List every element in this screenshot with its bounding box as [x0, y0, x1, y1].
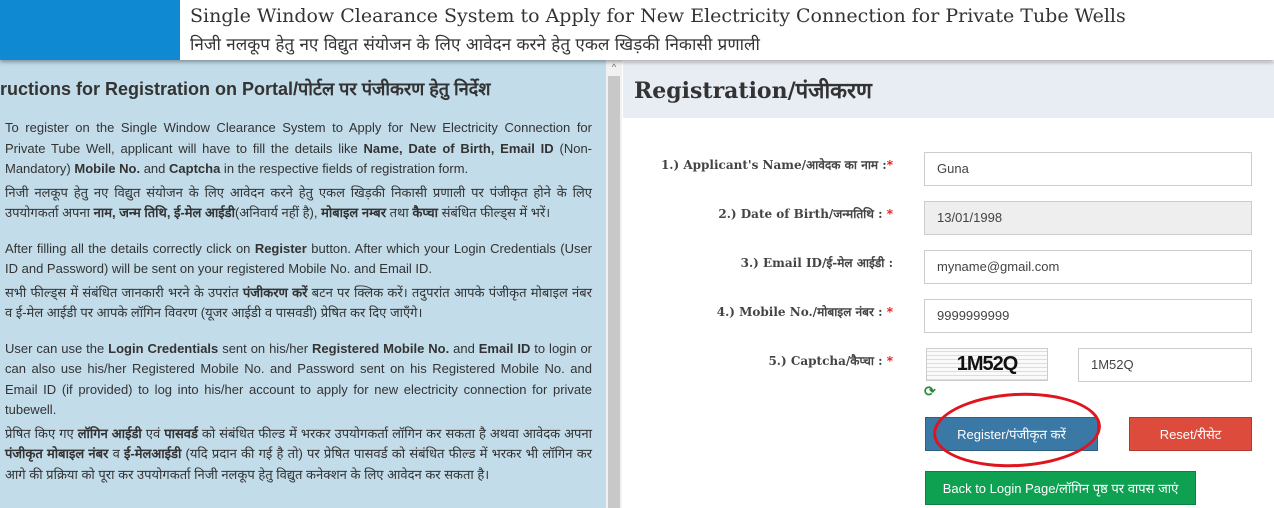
scrollbar-thumb[interactable] — [608, 76, 620, 508]
text: एवं — [141, 425, 165, 441]
scroll-up-arrow-icon[interactable]: ^ — [611, 62, 617, 72]
instruction-paragraph — [5, 239, 592, 280]
instruction-paragraph — [5, 118, 592, 180]
mobile-input[interactable]: 9999999999 — [924, 299, 1252, 333]
header-logo-block — [0, 0, 180, 60]
text: (यदि प्रदान की गई है तो) पर प्रेषित पासवर्ड को संबंधित फील्ड में भरकर भी लॉगिन कर आगे की प्रक्रिया को पूरा कर उपयोगकर्ता निजी नलकूप हेतु विद्युत कनेक्शन के लिए आवेदन कर सकता है। — [5, 446, 592, 482]
text: to login or can also use his/her Registered Mobile No. and Password sent on his Registered Mobile No. and Email ID (if provided) to log into his/her account to apply for new electricity connection for private tubewell. — [5, 340, 593, 417]
header-title-english: Single Window Clearance System to Apply for New Electricity Connection for Private Tube Wells — [190, 5, 1126, 27]
instructions-panel — [0, 60, 606, 508]
instruction-paragraph — [5, 339, 592, 421]
bold-text: Captcha — [169, 161, 221, 176]
dob-label — [718, 205, 893, 222]
text: and — [449, 340, 479, 356]
bold-text: मोबाइल नम्बर — [321, 205, 387, 220]
instruction-paragraph — [5, 424, 592, 486]
text: व — [108, 446, 125, 461]
text: तथा — [386, 205, 413, 220]
instruction-paragraph — [5, 283, 592, 324]
bold-text: पासवर्ड — [164, 425, 198, 441]
name-label-text: 1.) Applicant's Name/आवेदक का नाम : — [660, 158, 887, 172]
bold-text: Registered Mobile No. — [312, 340, 450, 356]
text: sent on his/her — [218, 340, 313, 356]
captcha-label-text: 5.) Captcha/कैप्चा : — [768, 354, 887, 368]
captcha-input[interactable]: 1M52Q — [1078, 348, 1252, 382]
captcha-label — [768, 352, 893, 369]
text: (अनिवार्य नहीं है), — [234, 205, 322, 220]
reset-button[interactable]: Reset/रीसेट — [1129, 417, 1252, 451]
page-header — [0, 0, 1274, 60]
instructions-body — [5, 118, 592, 488]
register-button[interactable]: Register/पंजीकृत करें — [925, 417, 1098, 451]
refresh-captcha-icon[interactable]: ⟳ — [924, 383, 936, 399]
registration-title: Registration/पंजीकरण — [634, 78, 872, 104]
email-label: 3.) Email ID/ई-मेल आईडी : — [740, 256, 893, 270]
name-label — [661, 156, 893, 173]
text: and — [140, 161, 170, 176]
dob-label-text: 2.) Date of Birth/जन्मतिथि : — [718, 207, 887, 221]
bold-text: पंजीकरण करें — [242, 284, 308, 300]
text: निजी नलकूप हेतु नए विद्युत संयोजन के लिए आवेदन करने हेतु एकल खिड़की निकासी प्रणाली पर पंजीकृत होने के लिए उपयोगकर्ता अपना — [5, 184, 592, 220]
bold-text: Email ID — [478, 340, 531, 356]
text: To register on the Single Window Clearance System to Apply for New Electricity Connection for Private Tube Well, applicant will have to fill the details like — [5, 120, 592, 156]
bold-text: Register — [254, 240, 307, 256]
registration-panel — [623, 60, 1274, 508]
bold-text: कैप्चा — [412, 205, 438, 220]
bold-text: Mobile No. — [74, 161, 141, 176]
bold-text: ई-मेलआईडी — [124, 446, 182, 461]
bold-text: नाम, जन्म तिथि, ई-मेल आईडी — [93, 205, 235, 220]
text: प्रेषित किए गए — [5, 425, 78, 441]
applicant-name-input[interactable]: Guna — [924, 152, 1252, 186]
instructions-scrollbar[interactable] — [606, 60, 622, 508]
header-title-hindi: निजी नलकूप हेतु नए विद्युत संयोजन के लिए आवेदन करने हेतु एकल खिड़की निकासी प्रणाली — [190, 35, 760, 55]
text: User can use the — [5, 340, 109, 356]
bold-text: लॉगिन आईडी — [77, 425, 142, 441]
bold-text: Login Credentials — [108, 340, 219, 356]
text: संबंधित फील्ड्स में भरें। — [437, 205, 551, 220]
required-mark: * — [886, 207, 893, 221]
dob-input[interactable]: 13/01/1998 — [924, 201, 1252, 235]
required-mark: * — [886, 158, 893, 172]
text: in the respective fields of registration form. — [220, 161, 469, 176]
mobile-label — [717, 303, 893, 320]
back-to-login-button[interactable]: Back to Login Page/लॉगिन पृष्ठ पर वापस जाएं — [925, 471, 1196, 505]
text: After filling all the details correctly click on — [5, 240, 255, 256]
mobile-label-text: 4.) Mobile No./मोबाइल नंबर : — [716, 305, 887, 319]
text: को संबंधित फील्ड में भरकर उपयोगकर्ता लॉगिन कर सकता है अथवा आवेदक अपना — [197, 425, 592, 441]
email-input[interactable]: myname@gmail.com — [924, 250, 1252, 284]
bold-text: Name, Date of Birth, Email ID — [363, 140, 554, 156]
captcha-image: 1M52Q — [926, 348, 1048, 381]
text: बटन पर क्लिक करें। तदुपरांत आपके पंजीकृत मोबाइल नंबर व ई-मेल आईडी पर आपके लॉगिन विवरण (यूजर आईडी व पासवडी) प्रेषित कर दिए जाएँगे। — [5, 284, 592, 320]
bold-text: पंजीकृत मोबाइल नंबर — [5, 446, 109, 461]
text: सभी फील्ड्स में संबंधित जानकारी भरने के उपरांत — [5, 284, 243, 300]
required-mark: * — [886, 354, 893, 368]
text: button. After which your Login Credentials (User ID and Password) will be sent on your registered Mobile No. and Email ID. — [5, 240, 593, 276]
registration-header — [623, 62, 1274, 118]
instructions-title: ructions for Registration on Portal/पोर्टल पर पंजीकरण हेतु निर्देश — [0, 79, 491, 99]
text: (Non-Mandatory) — [5, 140, 593, 176]
instruction-paragraph — [5, 183, 592, 224]
required-mark: * — [886, 305, 893, 319]
